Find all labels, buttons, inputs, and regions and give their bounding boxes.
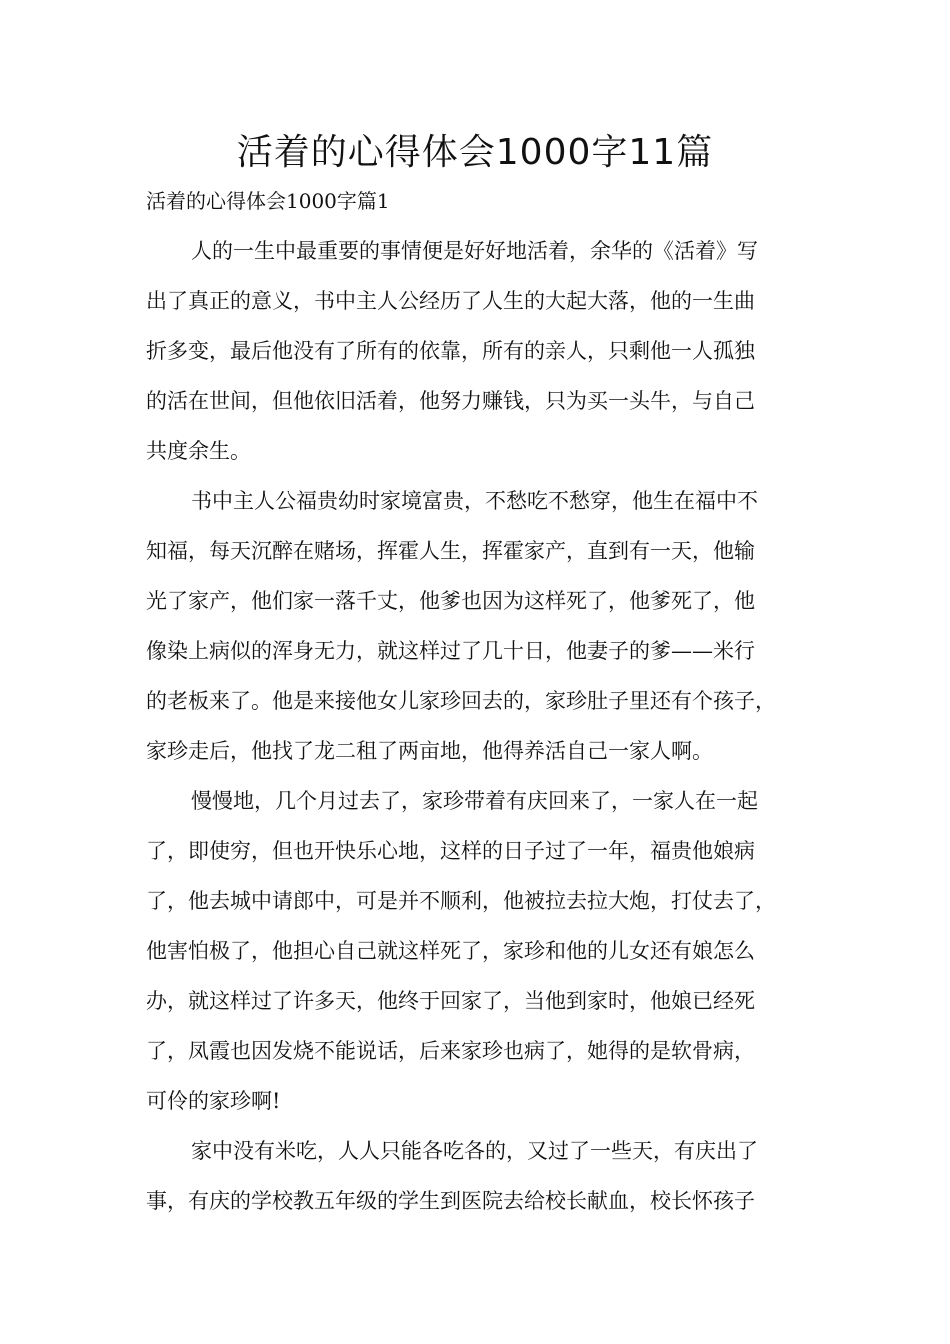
paragraph-line: 出了真正的意义，书中主人公经历了人生的大起大落，他的一生曲 xyxy=(146,289,755,313)
document-title: 活着的心得体会1000字11篇 xyxy=(236,132,714,173)
paragraph-line: 知福，每天沉醉在赌场，挥霍人生，挥霍家产，直到有一天，他输 xyxy=(146,539,755,563)
section-heading: 活着的心得体会1000字篇1 xyxy=(146,189,390,213)
paragraph-line: 折多变，最后他没有了所有的依靠，所有的亲人，只剩他一人孤独 xyxy=(146,339,755,363)
paragraph-1 xyxy=(146,226,822,476)
paragraph-line: 了，即使穷，但也开快乐心地，这样的日子过了一年，福贵他娘病 xyxy=(146,839,755,863)
paragraph-line: 慢慢地，几个月过去了，家珍带着有庆回来了，一家人在一起 xyxy=(191,789,758,813)
paragraph-line: 他害怕极了，他担心自己就这样死了，家珍和他的儿女还有娘怎么 xyxy=(146,939,755,963)
paragraph-line: 书中主人公福贵幼时家境富贵，不愁吃不愁穿，他生在福中不 xyxy=(191,489,758,513)
document-body xyxy=(146,226,822,1226)
paragraph-4 xyxy=(146,1126,822,1226)
paragraph-line: 光了家产，他们家一落千丈，他爹也因为这样死了，他爹死了，他 xyxy=(146,589,755,613)
paragraph-line: 了，他去城中请郎中，可是并不顺利，他被拉去拉大炮，打仗去了， xyxy=(146,889,776,913)
paragraph-line: 可伶的家珍啊! xyxy=(146,1089,281,1113)
paragraph-line: 的活在世间，但他依旧活着，他努力赚钱，只为买一头牛，与自己 xyxy=(146,389,755,413)
paragraph-line: 的老板来了。他是来接他女儿家珍回去的，家珍肚子里还有个孩子， xyxy=(146,689,776,713)
paragraph-line: 人的一生中最重要的事情便是好好地活着，余华的《活着》写 xyxy=(191,239,758,263)
paragraph-line: 办，就这样过了许多天，他终于回家了，当他到家时，他娘已经死 xyxy=(146,989,755,1013)
paragraph-line: 像染上病似的浑身无力，就这样过了几十日，他妻子的爹——米行 xyxy=(146,639,755,663)
paragraph-line: 家中没有米吃，人人只能各吃各的，又过了一些天，有庆出了 xyxy=(191,1139,758,1163)
paragraph-line: 了，凤霞也因发烧不能说话，后来家珍也病了，她得的是软骨病， xyxy=(146,1039,755,1063)
paragraph-2 xyxy=(146,476,822,776)
paragraph-line: 事，有庆的学校教五年级的学生到医院去给校长献血，校长怀孩子 xyxy=(146,1189,755,1213)
paragraph-line: 家珍走后，他找了龙二租了两亩地，他得养活自己一家人啊。 xyxy=(146,739,713,763)
paragraph-3 xyxy=(146,776,822,1126)
paragraph-line: 共度余生。 xyxy=(146,439,251,463)
